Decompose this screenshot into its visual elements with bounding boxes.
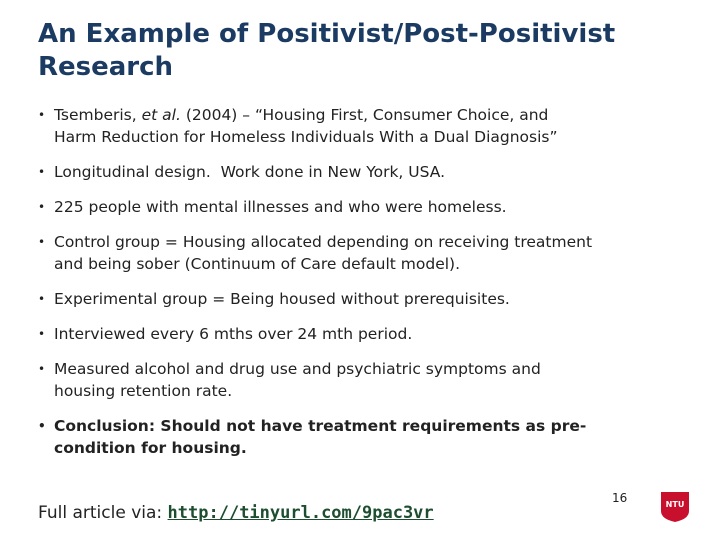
- bullet-design-text: Longitudinal design. Work done in New York, USA.: [54, 163, 446, 181]
- bullet-measures-line-1: Measured alcohol and drug use and psychiatric symptoms and: [54, 360, 541, 378]
- bullet-marker: •: [38, 165, 46, 179]
- bullet-participants-text: 225 people with mental illnesses and who were homeless.: [54, 198, 507, 216]
- footer-label: Full article via:: [38, 503, 168, 523]
- bullet-marker: •: [38, 108, 46, 122]
- bullet-experimental-group: [36, 288, 696, 310]
- footer: [38, 503, 434, 523]
- bullet-control-line-2: and being sober (Continuum of Care default model).: [54, 255, 461, 273]
- logo-text: NTU: [665, 500, 685, 509]
- bullet-interviews-text: Interviewed every 6 mths over 24 mth period.: [54, 325, 413, 343]
- page-number: 16: [612, 491, 628, 505]
- citation-title-start: (2004) – “Housing First, Consumer Choice, and: [180, 106, 549, 124]
- citation-author: Tsemberis,: [54, 106, 142, 124]
- bullet-measures: [36, 358, 696, 402]
- bullet-marker: •: [38, 419, 46, 433]
- bullet-marker: •: [38, 235, 46, 249]
- bullet-citation: [36, 104, 696, 148]
- bullet-conclusion: [36, 415, 696, 459]
- bullet-marker: •: [38, 362, 46, 376]
- bullet-control-group: [36, 231, 696, 275]
- bullet-conclusion-line-1: Conclusion: Should not have treatment requirements as pre-: [54, 417, 587, 435]
- bullet-list: [36, 104, 696, 472]
- ntu-logo-icon: [660, 491, 690, 523]
- bullet-conclusion-line-2: condition for housing.: [54, 439, 247, 457]
- bullet-participants: [36, 196, 696, 218]
- title-line-1: An Example of Positivist/Post-Positivist: [38, 19, 616, 49]
- bullet-marker: •: [38, 292, 46, 306]
- slide-title: [38, 18, 698, 84]
- bullet-interviews: [36, 323, 696, 345]
- bullet-marker: •: [38, 327, 46, 341]
- bullet-marker: •: [38, 200, 46, 214]
- bullet-experimental-text: Experimental group = Being housed without prerequisites.: [54, 290, 510, 308]
- bullet-measures-line-2: housing retention rate.: [54, 382, 233, 400]
- bullet-control-line-1: Control group = Housing allocated depending on receiving treatment: [54, 233, 593, 251]
- citation-et-al: et al.: [141, 106, 181, 124]
- title-line-2: Research: [38, 52, 174, 82]
- article-link[interactable]: http://tinyurl.com/9pac3vr: [167, 503, 434, 523]
- bullet-design: [36, 161, 696, 183]
- citation-title-end: Harm Reduction for Homeless Individuals With a Dual Diagnosis”: [54, 128, 558, 146]
